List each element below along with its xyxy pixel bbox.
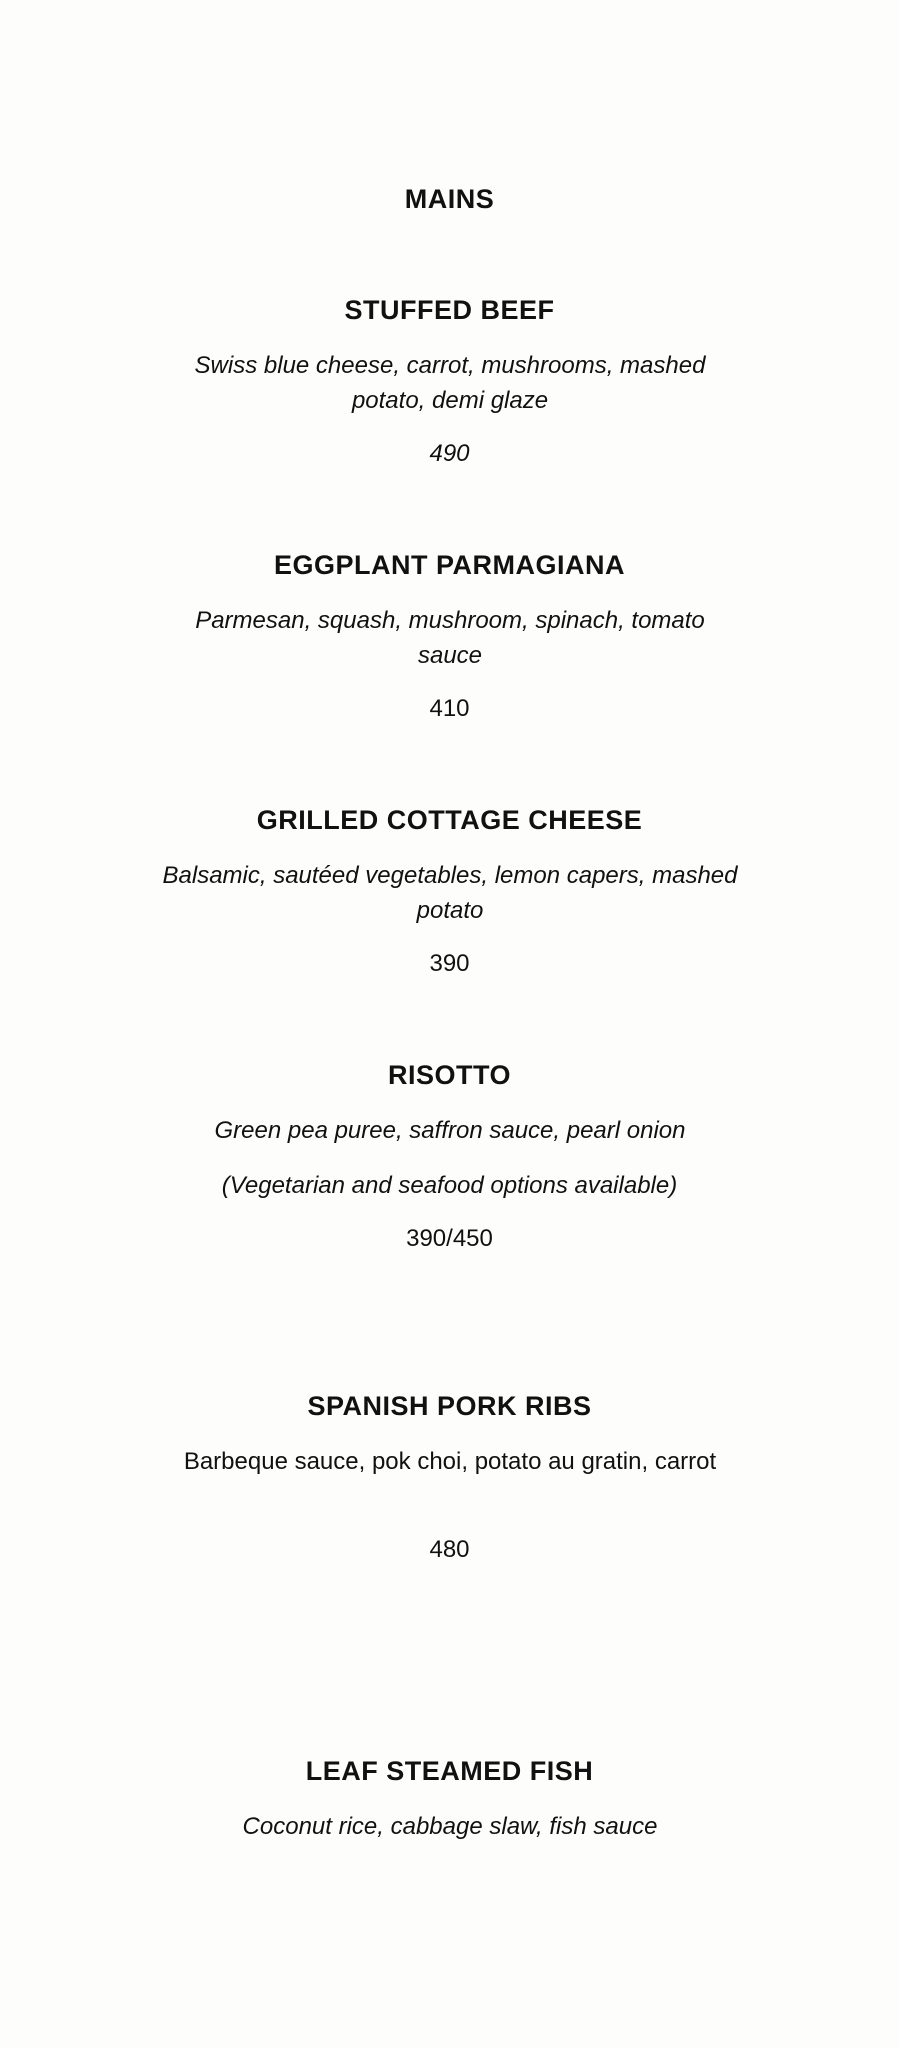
section-title: MAINS: [404, 184, 495, 214]
dish-name: STUFFED BEEF: [344, 295, 555, 325]
dish-description: Swiss blue cheese, carrot, mushrooms, mashed potato, demi glaze: [194, 352, 706, 414]
dish-description: Parmesan, squash, mushroom, spinach, tomato sauce: [195, 607, 705, 669]
dish-description: Coconut rice, cabbage slaw, fish sauce: [242, 1813, 658, 1840]
dish-description: Barbeque sauce, pok choi, potato au gratin, carrot: [183, 1448, 717, 1475]
dish-price: 480: [429, 1536, 470, 1563]
dish-note: (Vegetarian and seafood options available): [221, 1172, 678, 1199]
dish-name: LEAF STEAMED FISH: [305, 1756, 594, 1786]
dish-price: 410: [429, 695, 470, 722]
dish-name: GRILLED COTTAGE CHEESE: [256, 805, 643, 835]
dish-price: 390: [429, 950, 470, 977]
dish-name: EGGPLANT PARMAGIANA: [274, 550, 625, 580]
dish-name: RISOTTO: [387, 1060, 511, 1090]
dish-description: Balsamic, sautéed vegetables, lemon capers, mashed potato: [162, 862, 738, 924]
dish-name: SPANISH PORK RIBS: [307, 1391, 592, 1421]
dish-description: Green pea puree, saffron sauce, pearl onion: [214, 1117, 686, 1144]
dish-price: 490: [429, 440, 470, 467]
dish-price: 390/450: [406, 1225, 493, 1252]
